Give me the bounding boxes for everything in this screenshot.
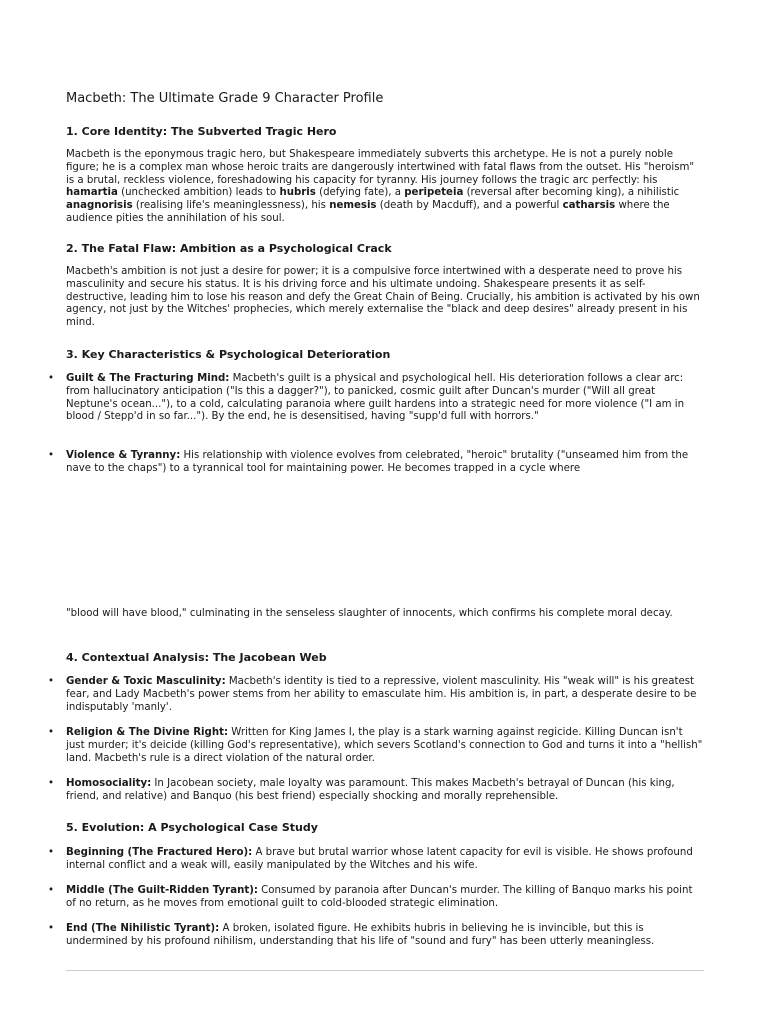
term-anagnorisis: anagnorisis (66, 200, 133, 212)
list-item-violence-continued: "blood will have blood," culminating in the senseless slaughter of innocents, which confirms his complete moral decay. (66, 608, 673, 619)
section-2-paragraph: Macbeth's ambition is not just a desire for power; it is a compulsive force intertwined with a desperate need to prove his masculinity and secure his status. It is his driving force and his ultimate undoing. Shakespeare presents it as self-destructive, leading him to lose his reason and defy the Great Chain of Being. Crucially, his ambition is activated by his own agency, not just by the Witches' prophecies, which merely externalise the "black and deep desires" already present in his mind. (66, 266, 700, 329)
term-catharsis: catharsis (562, 200, 616, 212)
bullet-icon: • (48, 727, 55, 738)
bullet-icon: • (48, 676, 55, 687)
bullet-icon: • (48, 373, 55, 384)
section-3-heading: 3. Key Characteristics & Psychological Deterioration (66, 348, 391, 361)
section-2-heading: 2. The Fatal Flaw: Ambition as a Psychological Crack (66, 242, 392, 255)
list-item-violence: • Violence & Tyranny: His relationship with violence evolves from celebrated, "heroic" brutality ("unseamed him from the nave to the chaps") to a tyrannical tool for maintaining power. He becomes trapped in a cycle where (48, 450, 689, 474)
list-item-middle: • Middle (The Guilt-Ridden Tyrant): Consumed by paranoia after Duncan's murder. The killing of Banquo marks his point of no return, as he moves from emotional guilt to cold-blooded strategic elimination. (48, 885, 693, 909)
list-item-homosociality: • Homosociality: In Jacobean society, male loyalty was paramount. This makes Macbeth's betrayal of Duncan (his king, friend, and relative) and Banquo (his best friend) especially shocking and morally reprehensible. (48, 778, 675, 802)
section-1-heading: 1. Core Identity: The Subverted Tragic Hero (66, 125, 337, 138)
list-item-religion: • Religion & The Divine Right: Written for King James I, the play is a stark warning against regicide. Killing Duncan isn't just murder; it's deicide (killing God's representative), which severs Scotland's connection to God and turns it into a "hellish" land. Macbeth's rule is a direct violation of the natural order. (48, 727, 703, 764)
bullet-icon: • (48, 885, 55, 896)
section-4-heading: 4. Contextual Analysis: The Jacobean Web (66, 651, 327, 664)
list-item-end: • End (The Nihilistic Tyrant): A broken, isolated figure. He exhibits hubris in believing he is invincible, but this is undermined by his profound nihilism, understanding that his life of "sound and fury" has been utterly meaningless. (48, 923, 655, 947)
bullet-icon: • (48, 847, 55, 858)
bullet-icon: • (48, 923, 55, 934)
footer-divider (66, 970, 704, 971)
bullet-icon: • (48, 778, 55, 789)
term-hamartia: hamartia (66, 187, 118, 199)
term-hubris: hubris (279, 187, 316, 199)
bullet-icon: • (48, 450, 55, 461)
term-nemesis: nemesis (329, 200, 377, 212)
term-peripeteia: peripeteia (404, 187, 464, 199)
list-item-guilt: • Guilt & The Fracturing Mind: Macbeth's guilt is a physical and psychological hell. His deterioration follows a clear arc: from hallucinatory anticipation ("Is this a dagger?"), to panicked, cosmic guilt after Duncan's murder ("Will all great Neptune's ocean..."), to a cold, calculating paranoia where guilt hardens into a strategic need for more violence ("I am in blood / Stepp'd in so far..."). By the end, he is desensitised, having "supp'd full with horrors." (48, 373, 685, 423)
list-item-beginning: • Beginning (The Fractured Hero): A brave but brutal warrior whose latent capacity for evil is visible. He shows profound internal conflict and a weak will, easily manipulated by the Witches and his wife. (48, 847, 693, 871)
section-1-paragraph: Macbeth is the eponymous tragic hero, but Shakespeare immediately subverts this archetype. He is not a purely noble figure; he is a complex man whose heroic traits are dangerously intertwined with fatal flaws from the outset. His "heroism" is a brutal, reckless violence, foreshadowing his capacity for tyranny. His journey follows the tragic arc perfectly: his hamartia (unchecked ambition) leads to hubris (defying fate), a peripeteia (reversal after becoming king), a nihilistic anagnorisis (realising life's meaninglessness), his nemesis (death by Macduff), and a powerful catharsis where the audience pities the annihilation of his soul. (66, 149, 695, 224)
section-5-heading: 5. Evolution: A Psychological Case Study (66, 821, 318, 834)
document-title: Macbeth: The Ultimate Grade 9 Character Profile (66, 91, 384, 106)
list-item-gender: • Gender & Toxic Masculinity: Macbeth's identity is tied to a repressive, violent masculinity. His "weak will" is his greatest fear, and Lady Macbeth's power stems from her ability to emasculate him. His ambition is, in part, a desperate desire to be indisputably 'manly'. (48, 676, 697, 713)
